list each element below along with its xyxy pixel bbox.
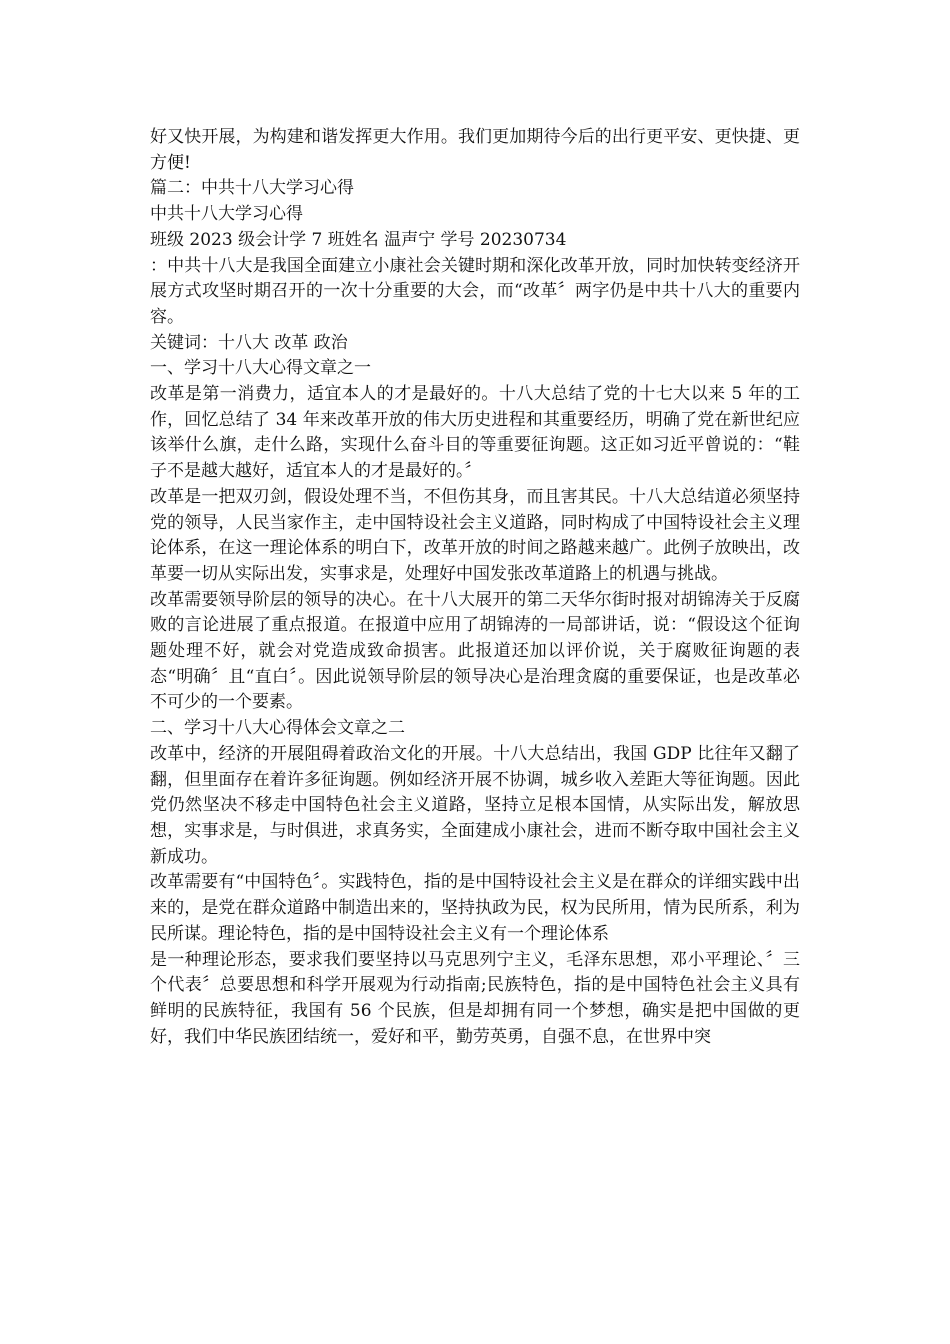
paragraph-leadership-resolve: 改革需要领导阶层的领导的决心。在十八大展开的第二天华尔街时报对胡锦涛关于反腐败的言论进展了重点报道。在报道中应用了胡锦涛的一局部讲话，说：“假设这个征询题处理不好，就会对党造成致命损害。此报道还加以评价说，关于腐败征询题的表态“明确〞且“直白〞。因此说领导阶层的领导决心是治理贪腐的重要保证，也是改革必不可少的一个要素。 <box>150 589 800 713</box>
paragraph-double-edged-sword: 改革是一把双刃剑，假设处理不当，不但伤其身，而且害其民。十八大总结道必须坚持党的领导，人民当家作主，走中国特设社会主义道路，同时构成了中国特设社会主义理论体系，在这一理论体系的明白下，改革开放的时间之路越来越广。此例子放映出，改革要一切从实际出发，实事求是，处理好中国发张改革道路上的机遇与挑战。 <box>150 486 800 584</box>
abstract-paragraph: ：中共十八大是我国全面建立小康社会关键时期和深化改革开放，同时加快转变经济开展方式攻坚时期召开的一次十分重要的大会，而“改革〞两字仍是中共十八大的重要内容。 <box>150 255 800 327</box>
paragraph-theory-form: 是一种理论形态，要求我们要坚持以马克思列宁主义，毛泽东思想，邓小平理论、〞三个代表〞总要思想和科学开展观为行动指南;民族特色，指的是中国特色社会主义具有鲜明的民族特征，我国有 56 个民族，但是却拥有同一个梦想，确实是把中国做的更好，我们中华民族团结统一，爱好和平，勤劳英勇，自强不息，在世界中突 <box>150 949 800 1047</box>
section-heading-two: 二、学习十八大心得体会文章之二 <box>150 718 405 739</box>
document-title: 中共十八大学习心得 <box>150 204 303 225</box>
paragraph-chinese-characteristics: 改革需要有“中国特色〞。实践特色，指的是中国特设社会主义是在群众的详细实践中出来的，是党在群众道路中制造出来的，坚持执政为民，权为民所用，情为民所系，利为民所谋。理论特色，指的是中国特设社会主义有一个理论体系 <box>150 872 800 944</box>
author-info-line: 班级 2023 级会计学 7 班姓名 温声宁 学号 20230734 <box>150 229 567 250</box>
keywords-line: 关键词：十八大 改革 政治 <box>150 332 348 353</box>
document-page <box>150 125 800 1050</box>
paragraph-economic-development: 改革中，经济的开展阻碍着政治文化的开展。十八大总结出，我国 GDP 比往年又翻了翻，但里面存在着许多征询题。例如经济开展不协调，城乡收入差距大等征询题。因此党仍然坚决不移走中国特色社会主义道路，坚持立足根本国情，从实际出发，解放思想，实事求是，与时俱进，求真务实，全面建成小康社会，进而不断夺取中国社会主义新成功。 <box>150 743 800 867</box>
section-heading-part-two: 篇二：中共十八大学习心得 <box>150 178 354 199</box>
paragraph-reform-productivity: 改革是第一消费力，适宜本人的才是最好的。十八大总结了党的十七大以来 5 年的工作，回忆总结了 34 年来改革开放的伟大历史进程和其重要经历，明确了党在新世纪应该举什么旗，走什么路，实现什么奋斗目的等重要征询题。这正如习近平曾说的：“鞋子不是越大越好，适宜本人的才是最好的。〞 <box>150 384 800 482</box>
paragraph-intro-ending: 好又快开展，为构建和谐发挥更大作用。我们更加期待今后的出行更平安、更快捷、更方便! <box>150 127 800 173</box>
section-heading-one: 一、学习十八大心得文章之一 <box>150 358 371 379</box>
